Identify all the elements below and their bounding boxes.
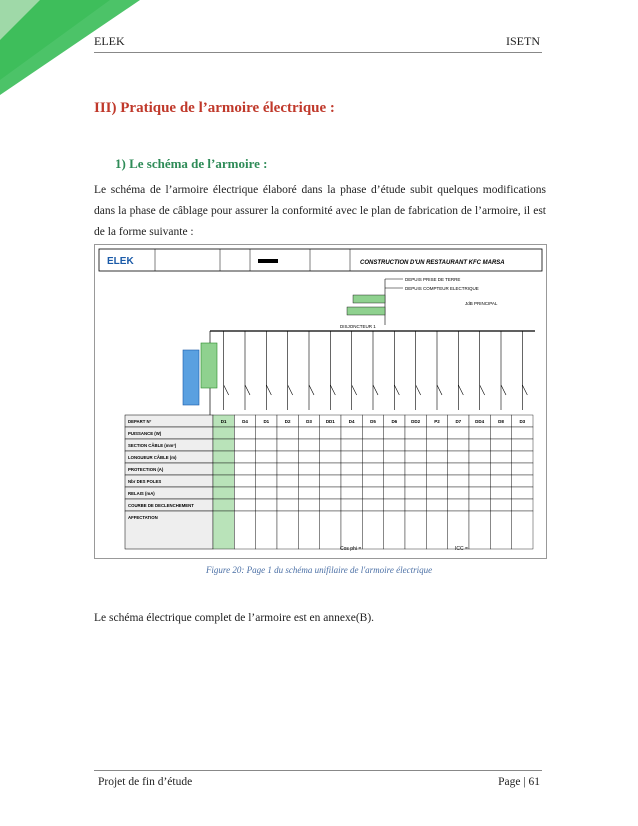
label-disjoncteur: DISJONCTEUR 1	[340, 324, 376, 329]
table-cell	[490, 451, 511, 463]
table-cell	[362, 463, 383, 475]
table-cell	[234, 499, 255, 511]
table-cell	[320, 475, 341, 487]
table-cell	[362, 499, 383, 511]
table-cell	[512, 451, 533, 463]
depart-label: D3	[306, 419, 312, 424]
table-cell	[405, 487, 426, 499]
table-cell	[341, 475, 362, 487]
table-cell	[213, 475, 234, 487]
feeder-switch	[480, 385, 485, 395]
table-cell	[426, 439, 447, 451]
table-cell	[341, 499, 362, 511]
table-cell	[384, 499, 405, 511]
table-cell	[405, 427, 426, 439]
table-cell	[277, 499, 298, 511]
depart-label: P2	[434, 419, 440, 424]
table-cell	[405, 475, 426, 487]
table-cell	[256, 487, 277, 499]
table-cell	[448, 511, 469, 549]
feeder-switch	[266, 385, 271, 395]
table-cell	[362, 487, 383, 499]
table-cell	[490, 487, 511, 499]
depart-label: DD2	[411, 419, 421, 424]
table-cell	[405, 439, 426, 451]
label-compteur: DEPUIS COMPTEUR ELECTRIQUE	[405, 286, 479, 291]
footer-left: Projet de fin d’étude	[98, 776, 193, 788]
depart-label: D8	[498, 419, 504, 424]
schematic-figure	[94, 244, 547, 559]
table-cell	[341, 451, 362, 463]
feeder-switch	[330, 385, 335, 395]
table-cell	[341, 439, 362, 451]
table-cell	[341, 487, 362, 499]
header-divider	[94, 52, 542, 53]
intro-paragraph: Le schéma de l’armoire électrique élaboré dans la phase d’étude subit quelques modifications dans la phase de câblage pour assurer la conformité avec le plan de fabrication de l’armoire, il est de la forme suivante :	[94, 184, 546, 238]
table-cell	[512, 499, 533, 511]
table-cell	[384, 511, 405, 549]
feeder-switch	[352, 385, 357, 395]
table-cell	[384, 487, 405, 499]
table-cell	[213, 463, 234, 475]
table-cell	[234, 427, 255, 439]
table-cell	[256, 475, 277, 487]
table-cell	[448, 427, 469, 439]
table-cell	[384, 439, 405, 451]
table-cell	[469, 511, 490, 549]
table-cell	[234, 463, 255, 475]
table-cell	[362, 511, 383, 549]
table-cell	[213, 499, 234, 511]
table-row-label: PUISSANCE (W)	[128, 431, 162, 436]
table-cell	[405, 511, 426, 549]
table-cell	[341, 511, 362, 549]
table-cell	[256, 463, 277, 475]
table-cell	[362, 439, 383, 451]
table-cell	[490, 463, 511, 475]
table-cell	[426, 427, 447, 439]
table-cell	[469, 475, 490, 487]
depart-label: D1	[220, 419, 227, 424]
depart-label: D3	[519, 419, 526, 424]
table-cell	[384, 427, 405, 439]
feeder-switch	[501, 385, 506, 395]
table-cell	[384, 475, 405, 487]
table-cell	[512, 511, 533, 549]
table-cell	[213, 487, 234, 499]
table-cell	[256, 427, 277, 439]
table-row-label: LONGUEUR CÂBLE (m)	[128, 455, 177, 460]
table-cell	[277, 439, 298, 451]
table-cell	[490, 427, 511, 439]
table-cell	[213, 451, 234, 463]
table-cell	[490, 499, 511, 511]
footer-right: Page | 61	[498, 776, 540, 788]
subsection-title: 1) Le schéma de l’armoire :	[115, 156, 268, 171]
table-cell	[469, 463, 490, 475]
depart-label: D2	[284, 419, 291, 424]
table-cell	[384, 451, 405, 463]
table-row-label: AFFECTATION	[128, 515, 158, 520]
table-cell	[320, 487, 341, 499]
table-cell	[234, 511, 255, 549]
table-cell	[298, 451, 319, 463]
table-cell	[277, 487, 298, 499]
table-row-label: SECTION CÂBLE (mm²)	[128, 443, 177, 448]
table-cell	[448, 475, 469, 487]
table-cell	[234, 487, 255, 499]
table-cell	[448, 463, 469, 475]
table-cell	[469, 427, 490, 439]
depart-label: D6	[391, 419, 398, 424]
table-cell	[277, 451, 298, 463]
depart-label: D7	[455, 419, 462, 424]
table-cell	[362, 475, 383, 487]
table-cell	[277, 463, 298, 475]
table-cell	[512, 439, 533, 451]
feeder-switch	[224, 385, 229, 395]
table-cell	[213, 511, 234, 549]
depart-label: DD1	[325, 419, 335, 424]
depart-label: D4	[348, 419, 355, 424]
feeder-switch	[394, 385, 399, 395]
table-row-label: RELAIS (mA)	[128, 491, 155, 496]
table-cell	[320, 499, 341, 511]
feeder-switch	[373, 385, 378, 395]
table-cell	[320, 427, 341, 439]
feeder-switch	[437, 385, 442, 395]
schematic-cosphi: Cos phi =	[340, 546, 362, 552]
table-cell	[362, 451, 383, 463]
schematic-project-title: CONSTRUCTION D'UN RESTAURANT KFC MARSA	[360, 260, 505, 266]
feeder-switch	[309, 385, 314, 395]
table-cell	[298, 439, 319, 451]
table-cell	[426, 463, 447, 475]
table-cell	[469, 499, 490, 511]
table-cell	[256, 439, 277, 451]
label-jdb: JdB PRINCIPAL	[465, 301, 498, 306]
table-cell	[277, 511, 298, 549]
table-cell	[234, 439, 255, 451]
footer-divider	[94, 770, 542, 771]
table-cell	[256, 511, 277, 549]
table-cell	[320, 451, 341, 463]
table-cell	[384, 463, 405, 475]
table-cell	[405, 463, 426, 475]
table-cell	[256, 499, 277, 511]
table-cell	[448, 487, 469, 499]
table-cell	[490, 439, 511, 451]
table-cell	[426, 487, 447, 499]
table-row-label: PROTECTION (A)	[128, 467, 164, 472]
feeder-switch	[416, 385, 421, 395]
table-cell	[341, 463, 362, 475]
table-cell	[362, 427, 383, 439]
table-cell	[426, 451, 447, 463]
table-cell	[298, 475, 319, 487]
table-cell	[448, 439, 469, 451]
table-cell	[469, 487, 490, 499]
table-cell	[426, 499, 447, 511]
schematic-icc: ICC =	[455, 546, 468, 552]
table-cell	[490, 475, 511, 487]
table-cell	[234, 451, 255, 463]
label-terre: DEPUIS PRISE DE TERRE	[405, 277, 461, 282]
table-cell	[469, 439, 490, 451]
schematic-logo: ELEK	[107, 256, 134, 267]
table-cell	[512, 487, 533, 499]
depart-label: DD4	[475, 419, 485, 424]
feeder-switch	[522, 385, 527, 395]
table-cell	[405, 499, 426, 511]
table-cell	[256, 451, 277, 463]
depart-label: D4	[242, 419, 248, 424]
table-cell	[320, 511, 341, 549]
table-cell	[213, 427, 234, 439]
table-cell	[320, 463, 341, 475]
depart-label: D1	[263, 419, 270, 424]
table-cell	[277, 475, 298, 487]
depart-label: D5	[370, 419, 376, 424]
table-cell	[277, 427, 298, 439]
table-row-label: Nbr DES POLES	[128, 479, 162, 484]
table-row-label: COURBE DE DECLENCHEMENT	[128, 503, 194, 508]
table-cell	[426, 511, 447, 549]
table-cell	[320, 439, 341, 451]
table-cell	[298, 511, 319, 549]
annex-paragraph: Le schéma électrique complet de l’armoire est en annexe(B).	[94, 612, 375, 624]
table-cell	[512, 427, 533, 439]
table-cell	[341, 427, 362, 439]
table-cell	[448, 451, 469, 463]
feeder-switch	[245, 385, 250, 395]
header-right: ISETN	[506, 34, 540, 48]
header-left: ELEK	[94, 34, 125, 48]
table-cell	[298, 463, 319, 475]
table-cell	[512, 475, 533, 487]
table-cell	[448, 499, 469, 511]
table-cell	[234, 475, 255, 487]
table-cell	[512, 463, 533, 475]
table-cell	[298, 499, 319, 511]
figure-caption: Figure 20: Page 1 du schéma unifilaire de l'armoire électrique	[205, 565, 433, 575]
table-cell	[213, 439, 234, 451]
table-cell	[469, 451, 490, 463]
table-cell	[405, 451, 426, 463]
table-cell	[426, 475, 447, 487]
table-cell	[490, 511, 511, 549]
table-row-label: DEPART N°	[128, 419, 152, 424]
feeder-switch	[288, 385, 293, 395]
table-cell	[298, 427, 319, 439]
table-cell	[298, 487, 319, 499]
feeder-switch	[458, 385, 463, 395]
section-title: III) Pratique de l’armoire électrique :	[94, 100, 335, 116]
